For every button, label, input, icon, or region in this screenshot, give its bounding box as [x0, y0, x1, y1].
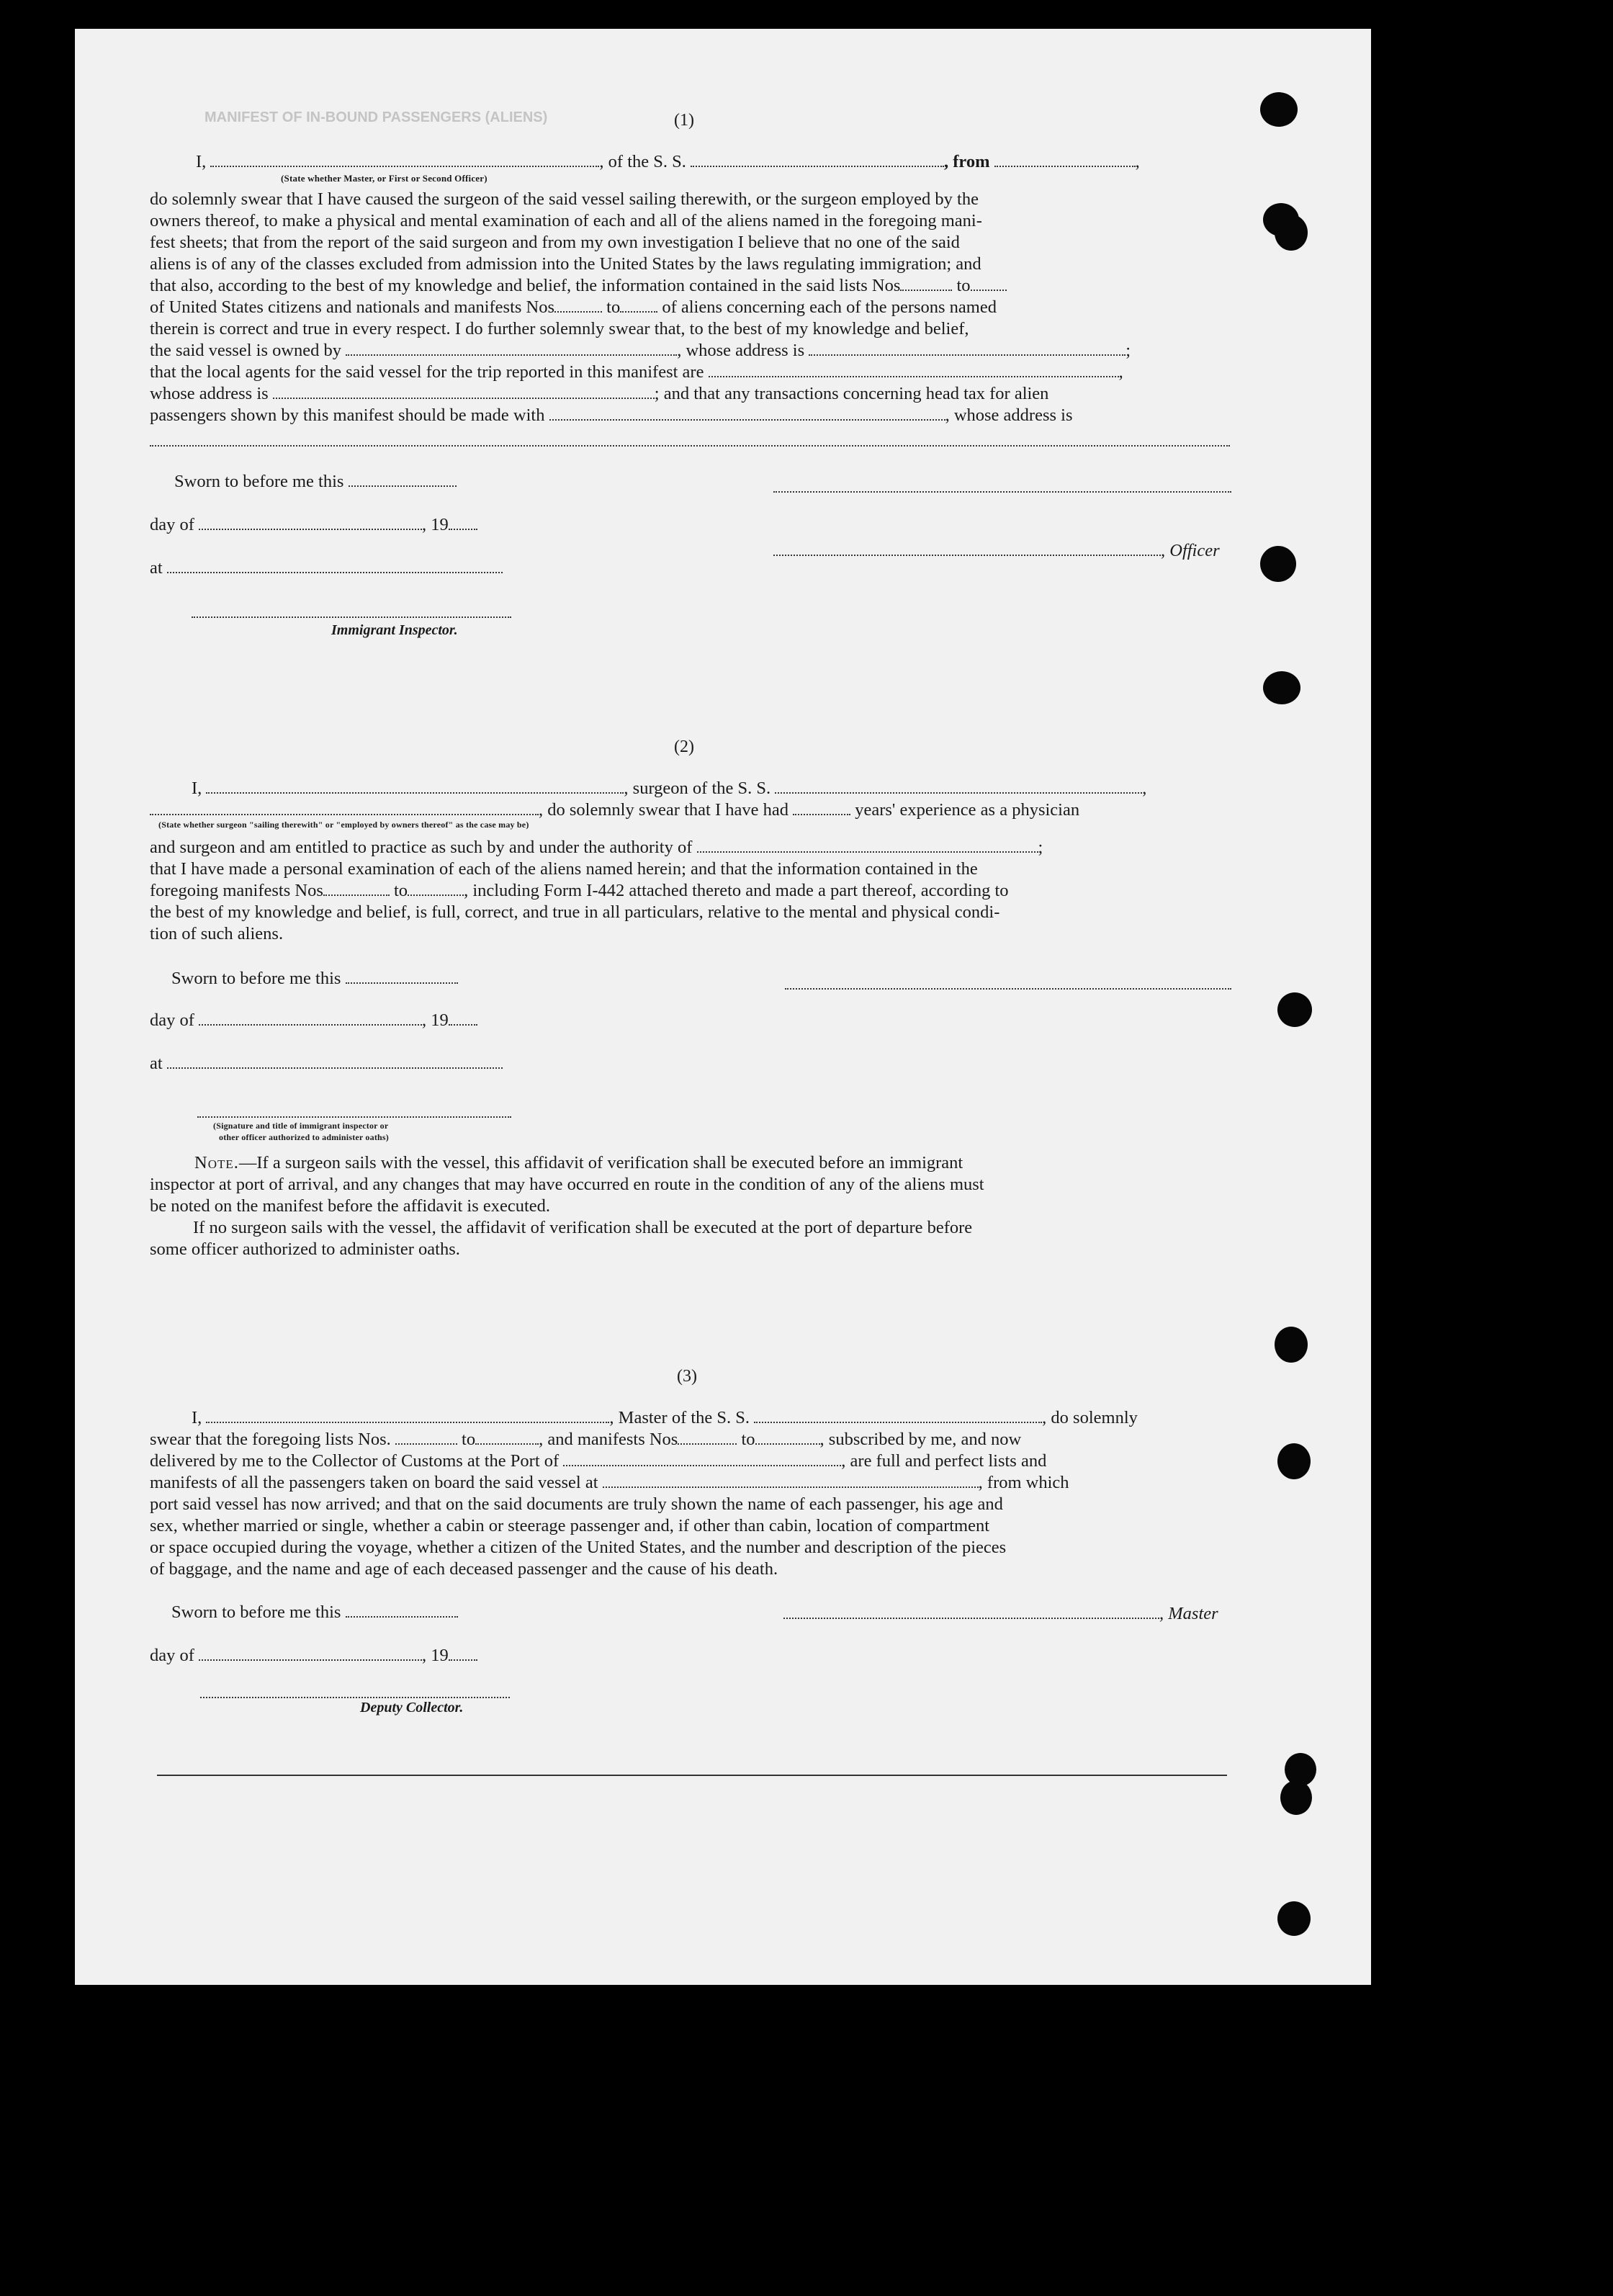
section-2-note-1: Note.—If a surgeon sails with the vessel, this affidavit of verification shall be executed before an immigrant [194, 1153, 963, 1172]
section-2-sig-caption-2: other officer authorized to administer oaths) [219, 1132, 389, 1142]
section-3-line-4: manifests of all the passengers taken on board the said vessel at , from which [150, 1473, 1069, 1492]
section-2-sig-caption-1: (Signature and title of immigrant inspector or [213, 1121, 389, 1131]
section-2-note-5: some officer authorized to administer oaths. [150, 1239, 460, 1259]
section-2-note-3: be noted on the manifest before the affidavit is executed. [150, 1196, 551, 1216]
section-1-line-9: the said vessel is owned by , whose address is ; [150, 341, 1131, 360]
section-2-signature-line [785, 988, 1231, 990]
section-3-number: (3) [677, 1367, 697, 1386]
punch-hole [1277, 1443, 1311, 1479]
punch-hole [1277, 1901, 1311, 1936]
section-2-line-3: and surgeon and am entitled to practice as such by and under the authority of ; [150, 838, 1043, 857]
punch-hole [1280, 1780, 1312, 1815]
section-2-sworn: Sworn to before me this [171, 968, 458, 990]
punch-hole [1275, 215, 1308, 251]
section-3-line-8: of baggage, and the name and age of each deceased passenger and the cause of his death. [150, 1559, 778, 1579]
punch-hole [1275, 1327, 1308, 1363]
section-3-collector-label: Deputy Collector. [360, 1700, 464, 1716]
section-3-day: day of , 19 [150, 1645, 477, 1667]
section-1-line-5: aliens is of any of the classes excluded from admission into the United States by the laws regulating immigration; and [150, 254, 981, 274]
section-3-line-3: delivered by me to the Collector of Customs at the Port of , are full and perfect lists and [150, 1451, 1047, 1471]
section-3-line-7: or space occupied during the voyage, whether a citizen of the United States, and the number and description of the pieces [150, 1538, 1007, 1557]
section-1-signature-line [773, 491, 1231, 493]
section-3-sworn: Sworn to before me this [171, 1602, 458, 1623]
section-2-day: day of , 19 [150, 1010, 477, 1031]
section-1-line-8: therein is correct and true in every respect. I do further solemnly swear that, to the best of my knowledge and belief, [150, 319, 969, 338]
bottom-rule [157, 1775, 1227, 1776]
section-1-line-12: passengers shown by this manifest should be made with , whose address is [150, 405, 1073, 425]
section-2-line-1: I, , surgeon of the S. S. , [192, 779, 1147, 798]
section-1-officer: , Officer [773, 540, 1220, 562]
section-2-line-7: tion of such aliens. [150, 924, 284, 943]
punch-hole [1260, 546, 1296, 582]
punch-hole [1263, 671, 1300, 704]
section-1-line-7: of United States citizens and nationals and manifests Nos to of aliens concerning each of the persons named [150, 297, 997, 317]
punch-hole [1277, 992, 1312, 1027]
section-1-line-2: do solemnly swear that I have caused the surgeon of the said vessel sailing therewith, or the surgeon employed by the [150, 189, 979, 209]
bleed-through-stamp: MANIFEST OF IN-BOUND PASSENGERS (ALIENS) [205, 109, 548, 125]
section-3-line-1: I, , Master of the S. S. , do solemnly [192, 1408, 1138, 1427]
document-page [75, 29, 1371, 1985]
section-1-number: (1) [674, 111, 694, 130]
section-1-line-1: I, , of the S. S. , from , [196, 152, 1140, 171]
section-2-inspector-line [197, 1116, 511, 1118]
section-2-note-4: If no surgeon sails with the vessel, the affidavit of verification shall be executed at the port of departure before [193, 1218, 973, 1237]
section-3-master: , Master [783, 1603, 1218, 1625]
section-1-sworn: Sworn to before me this [174, 471, 457, 493]
section-3-collector-line [200, 1697, 510, 1698]
section-1-line-11: whose address is ; and that any transactions concerning head tax for alien [150, 384, 1049, 403]
section-2-line-5: foregoing manifests Nos to , including Form I-442 attached thereto and made a part thereof, according to [150, 881, 1009, 900]
section-1-line-6: that also, according to the best of my knowledge and belief, the information contained in the said lists Nos to [150, 275, 1007, 297]
section-1-day: day of , 19 [150, 514, 477, 536]
section-3-line-6: sex, whether married or single, whether a cabin or steerage passenger and, if other than cabin, location of compartment [150, 1516, 990, 1535]
section-2-note-2: inspector at port of arrival, and any changes that may have occurred en route in the condition of any of the aliens must [150, 1175, 984, 1194]
section-1-caption: (State whether Master, or First or Second Officer) [281, 173, 488, 184]
section-2-caption: (State whether surgeon "sailing therewith" or "employed by owners thereof" as the case may be) [158, 820, 529, 830]
section-2-line-4: that I have made a personal examination of each of the aliens named herein; and that the information contained in the [150, 859, 978, 879]
section-1-line-4: fest sheets; that from the report of the said surgeon and from my own investigation I believe that no one of the said [150, 233, 960, 252]
section-2-at: at [150, 1053, 503, 1075]
section-1-at: at [150, 557, 503, 579]
section-2-line-6: the best of my knowledge and belief, is full, correct, and true in all particulars, relative to the mental and physical condi- [150, 902, 1000, 922]
section-1-inspector-label: Immigrant Inspector. [331, 622, 458, 638]
section-2-line-2: , do solemnly swear that I have had years' experience as a physician [150, 799, 1079, 821]
section-3-line-5: port said vessel has now arrived; and that on the said documents are truly shown the name of each passenger, his age and [150, 1494, 1003, 1514]
section-1-blank-line [150, 445, 1230, 447]
punch-hole [1260, 92, 1298, 127]
section-1-inspector-line [192, 616, 511, 618]
section-1-line-10: that the local agents for the said vessel for the trip reported in this manifest are , [150, 362, 1123, 382]
section-2-number: (2) [674, 737, 694, 756]
section-1-line-3: owners thereof, to make a physical and mental examination of each and all of the aliens named in the foregoing mani- [150, 211, 982, 230]
section-3-line-2: swear that the foregoing lists Nos. to , and manifests Nos to , subscribed by me, and now [150, 1430, 1022, 1449]
